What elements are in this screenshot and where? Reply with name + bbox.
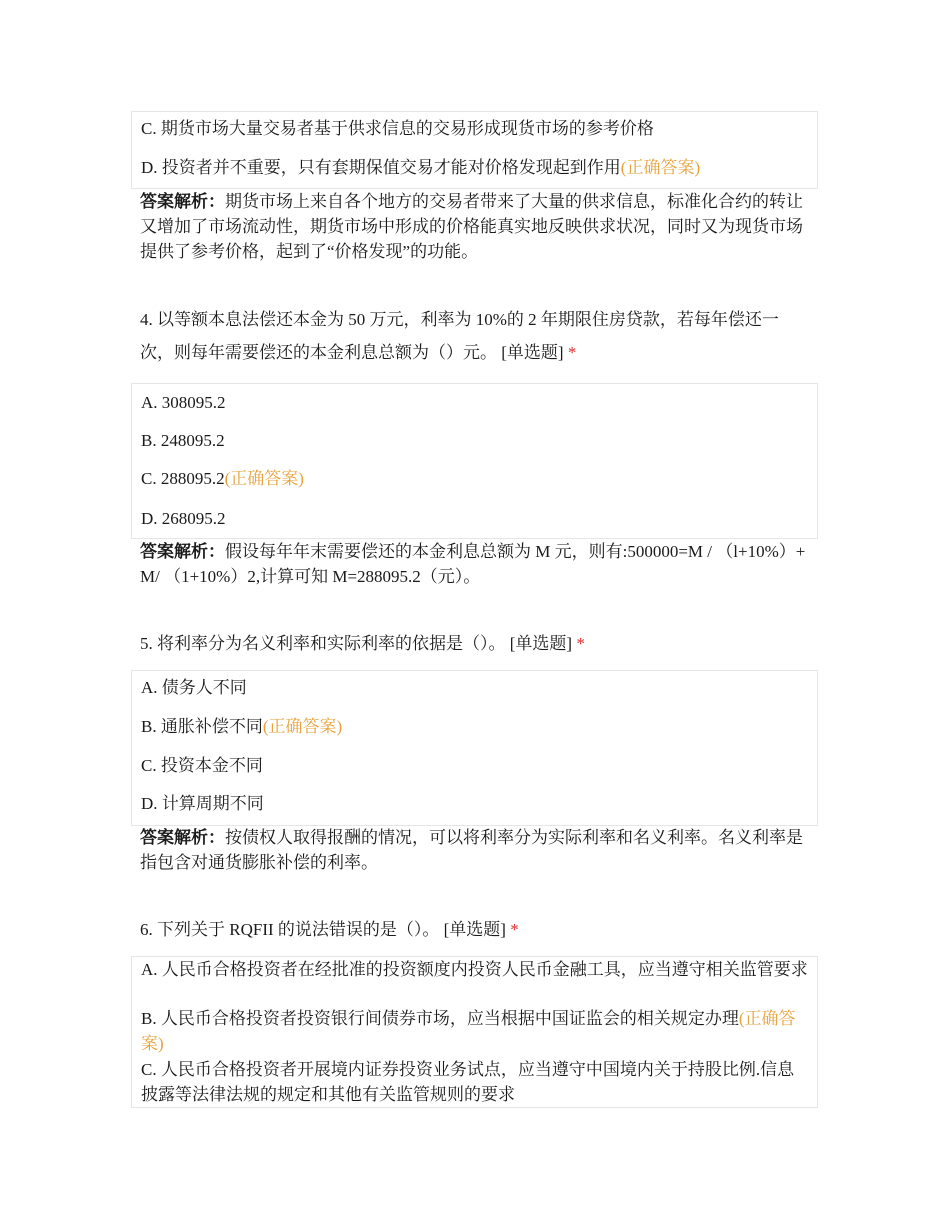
q5-analysis (140, 825, 812, 875)
option-label: C. 期货市场大量交易者基于供求信息的交易形成现货市场的参考价格 (141, 119, 654, 138)
option-label: A. 人民币合格投资者在经批准的投资额度内投资人民币金融工具，应当遵守相关监管要求 (141, 960, 808, 979)
q5-option-a[interactable] (141, 677, 247, 699)
q4-analysis (140, 539, 812, 589)
q3-option-c[interactable] (141, 118, 654, 140)
analysis-text: 假设每年年末需要偿还的本金利息总额为 M 元，则有:500000=M / （l+10%）+ M/ （1+10%）2,计算可知 M=288095.2（元）。 (140, 542, 806, 586)
q6-options-box (131, 956, 818, 1108)
q3-option-d[interactable] (141, 157, 700, 179)
q5-options-box (131, 670, 818, 826)
option-label: C. 288095.2 (141, 469, 225, 488)
option-label: D. 计算周期不同 (141, 794, 264, 813)
analysis-text: 期货市场上来自各个地方的交易者带来了大量的供求信息，标准化合约的转让又增加了市场流动性，期货市场中形成的价格能真实地反映供求状况，同时又为现货市场提供了参考价格，起到了“价格发现”的功能。 (140, 192, 803, 261)
q4-option-a[interactable] (141, 392, 226, 414)
question-text: 5. 将利率分为名义利率和实际利率的依据是（）。 [单选题] (140, 634, 577, 653)
correct-answer-tag: (正确答案) (620, 158, 701, 177)
q6-option-a[interactable] (141, 957, 809, 982)
correct-answer-tag: (正确答案) (262, 717, 343, 736)
option-label: A. 308095.2 (141, 393, 226, 412)
option-label: C. 人民币合格投资者开展境内证券投资业务试点，应当遵守中国境内关于持股比例.信息披露等法律法规的规定和其他有关监管规则的要求 (141, 1060, 795, 1104)
option-label: B. 人民币合格投资者投资银行间债券市场，应当根据中国证监会的相关规定办理 (141, 1009, 739, 1028)
q3-analysis (140, 189, 812, 264)
analysis-label: 答案解析： (140, 192, 225, 211)
option-label: C. 投资本金不同 (141, 756, 263, 775)
q5-option-d[interactable] (141, 793, 264, 815)
q4-options-box (131, 383, 818, 539)
q4-option-c[interactable] (141, 468, 304, 490)
option-label: A. 债务人不同 (141, 678, 247, 697)
q4-question (140, 303, 812, 369)
option-label: B. 248095.2 (141, 431, 225, 450)
q3-options-box (131, 111, 818, 189)
analysis-label: 答案解析： (140, 542, 225, 561)
option-label: D. 投资者并不重要，只有套期保值交易才能对价格发现起到作用 (141, 158, 621, 177)
question-text: 4. 以等额本息法偿还本金为 50 万元，利率为 10%的 2 年期限住房贷款，若每年偿还一次，则每年需要偿还的本金利息总额为（）元。 [单选题] (140, 310, 779, 362)
option-label: B. 通胀补偿不同 (141, 717, 263, 736)
analysis-text: 按债权人取得报酬的情况，可以将利率分为实际利率和名义利率。名义利率是指包含对通货膨胀补偿的利率。 (140, 828, 803, 872)
q4-option-b[interactable] (141, 430, 225, 452)
analysis-label: 答案解析： (140, 828, 225, 847)
correct-answer-tag: (正确答案) (141, 1009, 796, 1053)
required-star: * (510, 920, 519, 939)
q4-option-d[interactable] (141, 508, 226, 530)
q5-option-b[interactable] (141, 716, 342, 738)
required-star: * (576, 634, 585, 653)
q5-question (140, 627, 812, 660)
q6-option-c[interactable] (141, 1057, 809, 1107)
q6-question (140, 913, 812, 946)
question-text: 6. 下列关于 RQFII 的说法错误的是（）。 [单选题] (140, 920, 511, 939)
correct-answer-tag: (正确答案) (224, 469, 304, 488)
required-star: * (567, 343, 577, 362)
q5-option-c[interactable] (141, 755, 263, 777)
option-label: D. 268095.2 (141, 509, 226, 528)
q6-option-b[interactable] (141, 1006, 809, 1056)
